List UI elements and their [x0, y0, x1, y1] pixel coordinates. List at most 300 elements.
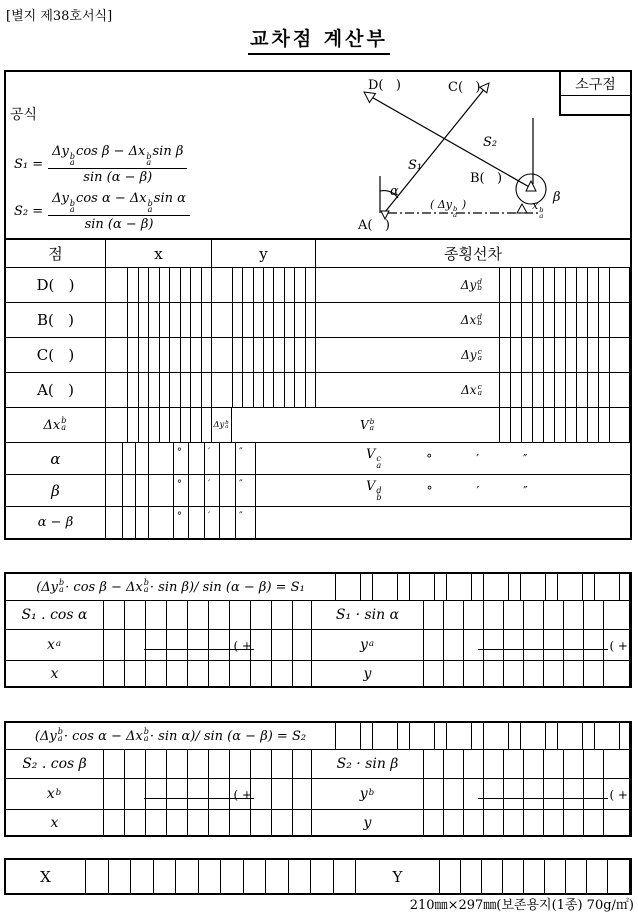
x-final-label: X [6, 860, 86, 893]
line-b-d [368, 95, 531, 188]
offset-term-label: Δx c a [316, 373, 500, 407]
grid-cell [160, 373, 171, 407]
grid-cell [243, 338, 253, 372]
degree-mark: ° [177, 447, 182, 458]
grid-cell [272, 779, 293, 809]
angle-row-alpha-minus-beta [6, 507, 630, 538]
angle-row-beta [6, 475, 630, 507]
grid-cell [503, 860, 524, 893]
v-value-cell [256, 475, 630, 506]
grid-cell [146, 630, 167, 660]
grid-cell [149, 475, 174, 506]
header-x: x [106, 240, 212, 267]
grid-cell [176, 860, 199, 893]
second-mark: ″ [523, 483, 528, 498]
grid-cell [209, 810, 230, 835]
grid-cell [524, 810, 544, 835]
s1-cos-sin-row [6, 601, 630, 630]
minute-cell [205, 475, 220, 506]
grid-cell [125, 661, 146, 686]
degree-cell [174, 475, 189, 506]
grid-cell [139, 373, 150, 407]
grid-cell [149, 303, 160, 337]
grid-cell [444, 601, 464, 629]
y-digit-grid [212, 373, 316, 407]
s1-cos-label: S₁ . cos α [6, 601, 104, 629]
grid-cell [181, 268, 192, 302]
grid-cell [564, 810, 584, 835]
s2-cos-label: S₂ . cos β [6, 750, 104, 778]
grid-cell [293, 601, 312, 629]
grid-cell [424, 661, 444, 686]
grid-cell [500, 373, 511, 407]
grid-cell [500, 338, 511, 372]
grid-cell [272, 810, 293, 835]
grid-cell [123, 507, 136, 538]
grid-cell [610, 338, 630, 372]
plus-mark: ( + [609, 788, 628, 802]
grid-cell [509, 723, 521, 749]
grid-cell [123, 443, 136, 474]
grid-cell [544, 661, 564, 686]
x-digit-grid [106, 408, 212, 442]
paper-spec-footer: 210㎜×297㎜(보존용지(1종) 70g/㎡) [409, 898, 634, 913]
grid-cell [444, 750, 464, 778]
grid-cell [293, 779, 312, 809]
digit-grid-underlined [104, 630, 312, 660]
grid-cell [511, 303, 522, 337]
grid-cell [202, 268, 213, 302]
grid-cell [306, 268, 316, 302]
grid-cell [181, 408, 192, 442]
grid-cell [272, 601, 293, 629]
grid-cell [566, 303, 577, 337]
grid-cell [620, 574, 630, 600]
grid-cell [584, 750, 604, 778]
sum-underline [478, 649, 608, 650]
digit-grid [424, 661, 630, 686]
grid-cell [584, 810, 604, 835]
s1-calculation-table [4, 572, 632, 688]
grid-cell [564, 601, 584, 629]
s2-denominator: sin (α − β) [84, 217, 154, 233]
grid-cell [128, 303, 139, 337]
grid-cell [293, 661, 312, 686]
grid-cell [220, 507, 236, 538]
grid-cell [233, 373, 243, 407]
grid-cell [564, 630, 584, 660]
grid-cell [106, 268, 128, 302]
grid-cell [106, 303, 128, 337]
x-digit-grid [106, 338, 212, 372]
beta-angle-label: β [553, 190, 561, 205]
grid-cell [373, 723, 398, 749]
grid-cell [264, 373, 274, 407]
offset-digit-grid [500, 373, 630, 407]
grid-cell [544, 408, 555, 442]
grid-cell [583, 574, 595, 600]
grid-cell [604, 601, 630, 629]
grid-cell [464, 661, 484, 686]
point-row-b [6, 303, 630, 338]
grid-cell [583, 723, 595, 749]
grid-cell [170, 373, 181, 407]
digit-grid [104, 810, 312, 835]
digit-grid [440, 860, 630, 893]
minute-mark: ′ [208, 447, 211, 458]
grid-cell [123, 475, 136, 506]
grid-cell [274, 373, 284, 407]
grid-cell [230, 810, 251, 835]
grid-cell [504, 630, 524, 660]
grid-cell [125, 601, 146, 629]
grid-cell [577, 268, 588, 302]
grid-cell [212, 268, 233, 302]
second-cell [236, 507, 256, 538]
grid-cell [544, 338, 555, 372]
angle-digit-grid [106, 475, 256, 506]
grid-cell [306, 338, 316, 372]
grid-cell [160, 338, 171, 372]
grid-cell [544, 810, 564, 835]
grid-cell [149, 338, 160, 372]
grid-cell [285, 303, 295, 337]
grid-cell [521, 574, 546, 600]
grid-cell [149, 268, 160, 302]
grid-cell [464, 750, 484, 778]
grid-cell [104, 810, 125, 835]
alpha-angle-label: α [390, 184, 399, 199]
offset-term-label: Δy c a [316, 338, 500, 372]
grid-cell [251, 750, 272, 778]
grid-cell [522, 373, 533, 407]
grid-cell [293, 630, 312, 660]
s1-formula-row [6, 574, 630, 601]
digit-grid-underlined [424, 630, 630, 660]
grid-cell [447, 723, 472, 749]
row-label-c: C( ) [6, 338, 106, 372]
grid-cell [125, 630, 146, 660]
x-digit-grid [106, 268, 212, 302]
grid-cell [361, 723, 373, 749]
grid-cell [160, 408, 171, 442]
grid-cell [424, 810, 444, 835]
grid-cell [424, 601, 444, 629]
grid-cell [533, 268, 544, 302]
grid-cell [555, 268, 566, 302]
grid-cell [128, 268, 139, 302]
grid-cell [243, 303, 253, 337]
arrowhead-d [364, 92, 376, 103]
grid-cell [233, 268, 243, 302]
grid-cell [484, 723, 509, 749]
grid-cell [444, 779, 464, 809]
v-term-label: V b a [316, 408, 500, 442]
grid-cell [181, 373, 192, 407]
grid-cell [254, 303, 264, 337]
grid-cell [188, 750, 209, 778]
grid-cell [264, 268, 274, 302]
grid-cell [272, 661, 293, 686]
grid-cell [125, 779, 146, 809]
grid-cell [599, 408, 610, 442]
a-point-label: A( ) [358, 218, 390, 233]
grid-cell [464, 779, 484, 809]
grid-cell [577, 338, 588, 372]
grid-cell [160, 268, 171, 302]
grid-cell [285, 338, 295, 372]
grid-cell [424, 750, 444, 778]
empty-value-cell [256, 507, 630, 538]
grid-cell [610, 268, 630, 302]
grid-cell [464, 630, 484, 660]
second-mark: ″ [522, 451, 528, 466]
grid-cell [509, 574, 521, 600]
grid-cell [188, 779, 209, 809]
grid-cell [202, 303, 213, 337]
ya-label: y a [312, 630, 424, 660]
grid-cell [274, 268, 284, 302]
grid-cell [444, 810, 464, 835]
grid-cell [521, 723, 546, 749]
grid-cell [209, 779, 230, 809]
grid-cell [274, 303, 284, 337]
grid-cell [209, 630, 230, 660]
s2-result-row [6, 810, 630, 835]
minute-cell [205, 443, 220, 474]
grid-cell [604, 750, 630, 778]
grid-cell [254, 373, 264, 407]
y-digit-grid [212, 303, 316, 337]
angle-digit-grid [106, 507, 256, 538]
point-row-c [6, 338, 630, 373]
grid-cell [482, 860, 503, 893]
grid-cell [170, 268, 181, 302]
grid-cell [266, 860, 289, 893]
grid-cell [435, 574, 447, 600]
grid-cell [464, 601, 484, 629]
second-cell [236, 443, 256, 474]
s1-lhs: S₁ = [14, 157, 44, 173]
grid-cell [181, 338, 192, 372]
grid-cell [522, 303, 533, 337]
grid-cell [524, 860, 545, 893]
grid-cell [285, 268, 295, 302]
grid-cell [444, 661, 464, 686]
grid-cell [209, 601, 230, 629]
grid-cell [546, 574, 558, 600]
grid-cell [511, 338, 522, 372]
grid-cell [139, 338, 150, 372]
grid-cell [588, 408, 599, 442]
grid-cell [154, 860, 177, 893]
grid-cell [484, 574, 509, 600]
minute-mark: ′ [476, 451, 479, 466]
second-cell [236, 475, 256, 506]
minute-mark: ′ [208, 479, 211, 490]
delta-x-label: x b a [532, 199, 544, 220]
row-label-alpha-minus-beta: α − β [6, 507, 106, 538]
s2-xb-yb-row [6, 779, 630, 810]
grid-cell [533, 303, 544, 337]
grid-cell [440, 860, 461, 893]
grid-cell [524, 750, 544, 778]
grid-cell [595, 574, 620, 600]
s2-cos-sin-row [6, 750, 630, 779]
row-label-d: D( ) [6, 268, 106, 302]
grid-cell [577, 408, 588, 442]
point-row-d [6, 268, 630, 303]
grid-cell [461, 860, 482, 893]
grid-cell [146, 779, 167, 809]
grid-cell [104, 601, 125, 629]
grid-cell [524, 661, 544, 686]
degree-mark: ° [177, 511, 182, 522]
grid-cell [106, 507, 123, 538]
grid-cell [106, 373, 128, 407]
degree-mark: ° [426, 483, 433, 498]
offset-digit-grid [500, 338, 630, 372]
grid-cell [306, 373, 316, 407]
grid-cell [149, 507, 174, 538]
header-point: 점 [6, 240, 106, 267]
s1-distance-label: S₁ [408, 158, 423, 173]
arrowhead-c [480, 83, 489, 93]
digit-grid [424, 601, 630, 629]
grid-cell [566, 338, 577, 372]
grid-cell [311, 860, 334, 893]
grid-cell [139, 268, 150, 302]
d-point-label: D( ) [368, 78, 401, 93]
grid-cell [522, 408, 533, 442]
grid-cell [566, 373, 577, 407]
grid-cell [274, 338, 284, 372]
grid-cell [398, 723, 410, 749]
grid-cell [558, 574, 583, 600]
grid-cell [189, 475, 205, 506]
grid-cell [189, 507, 205, 538]
grid-cell [524, 630, 544, 660]
grid-cell [544, 303, 555, 337]
grid-cell [86, 860, 109, 893]
grid-cell [610, 303, 630, 337]
grid-cell [566, 268, 577, 302]
grid-cell [564, 661, 584, 686]
grid-cell [511, 373, 522, 407]
grid-cell [544, 268, 555, 302]
formula-diagram-section [6, 72, 630, 240]
survey-diagram [6, 72, 630, 238]
grid-cell [484, 661, 504, 686]
grid-cell [128, 338, 139, 372]
digit-grid [336, 723, 630, 749]
grid-cell [555, 303, 566, 337]
grid-cell [504, 750, 524, 778]
grid-cell [500, 303, 511, 337]
s2-numerator: Δy b a cos α − Δx b a sin α [48, 191, 190, 216]
digit-grid [424, 810, 630, 835]
grid-cell [599, 373, 610, 407]
grid-cell [167, 779, 188, 809]
second-mark: ″ [239, 511, 243, 522]
grid-cell [220, 475, 236, 506]
sogujeom-box [559, 72, 630, 116]
grid-cell [484, 630, 504, 660]
grid-cell [584, 601, 604, 629]
page-title: 교차점 계산부 [248, 24, 390, 55]
grid-cell [295, 268, 305, 302]
grid-cell [220, 443, 236, 474]
grid-cell [251, 779, 272, 809]
grid-cell [202, 338, 213, 372]
grid-cell [295, 303, 305, 337]
grid-cell [221, 860, 244, 893]
grid-cell [149, 373, 160, 407]
grid-cell [373, 574, 398, 600]
title-wrap [0, 24, 638, 55]
grid-cell [484, 601, 504, 629]
angle-digit-grid [106, 443, 256, 474]
offset-digit-grid [500, 268, 630, 302]
grid-cell [106, 443, 123, 474]
grid-cell [146, 810, 167, 835]
grid-cell [564, 750, 584, 778]
grid-cell [254, 338, 264, 372]
grid-cell [128, 373, 139, 407]
s2-sin-label: S₂ · sin β [312, 750, 424, 778]
grid-cell [272, 750, 293, 778]
grid-cell [306, 303, 316, 337]
delta-y-mid-label: Δy b a [212, 408, 232, 442]
grid-cell [435, 723, 447, 749]
grid-cell [584, 661, 604, 686]
grid-cell [289, 860, 312, 893]
s1-inline-formula: (Δy b a · cos β − Δx b a · sin β)/ sin (α − β) = S₁ [6, 574, 336, 600]
s1-denominator: sin (α − β) [83, 170, 153, 186]
grid-cell [131, 860, 154, 893]
grid-cell [566, 860, 587, 893]
marker-dx [517, 204, 527, 213]
grid-cell [189, 443, 205, 474]
grid-cell [295, 338, 305, 372]
grid-cell [167, 601, 188, 629]
grid-cell [149, 408, 160, 442]
v-term-label: V d b [366, 478, 382, 503]
grid-cell [272, 630, 293, 660]
grid-cell [447, 574, 472, 600]
grid-cell [620, 723, 630, 749]
xb-label: x b [6, 779, 104, 809]
grid-cell [504, 779, 524, 809]
grid-cell [230, 750, 251, 778]
grid-cell [146, 601, 167, 629]
s1-sin-label: S₁ · sin α [312, 601, 424, 629]
grid-cell [202, 373, 213, 407]
grid-cell [424, 630, 444, 660]
grid-cell [604, 810, 630, 835]
header-offset: 종횡선차 [444, 245, 502, 263]
sogujeom-label: 소구점 [561, 72, 630, 96]
s2-distance-label: S₂ [483, 135, 498, 150]
grid-cell [522, 338, 533, 372]
grid-cell [230, 661, 251, 686]
minute-mark: ′ [476, 483, 480, 498]
point-row-a [6, 373, 630, 408]
degree-mark: ° [426, 451, 433, 466]
row-label-beta: β [6, 475, 106, 506]
grid-cell [212, 338, 233, 372]
grid-cell [293, 750, 312, 778]
